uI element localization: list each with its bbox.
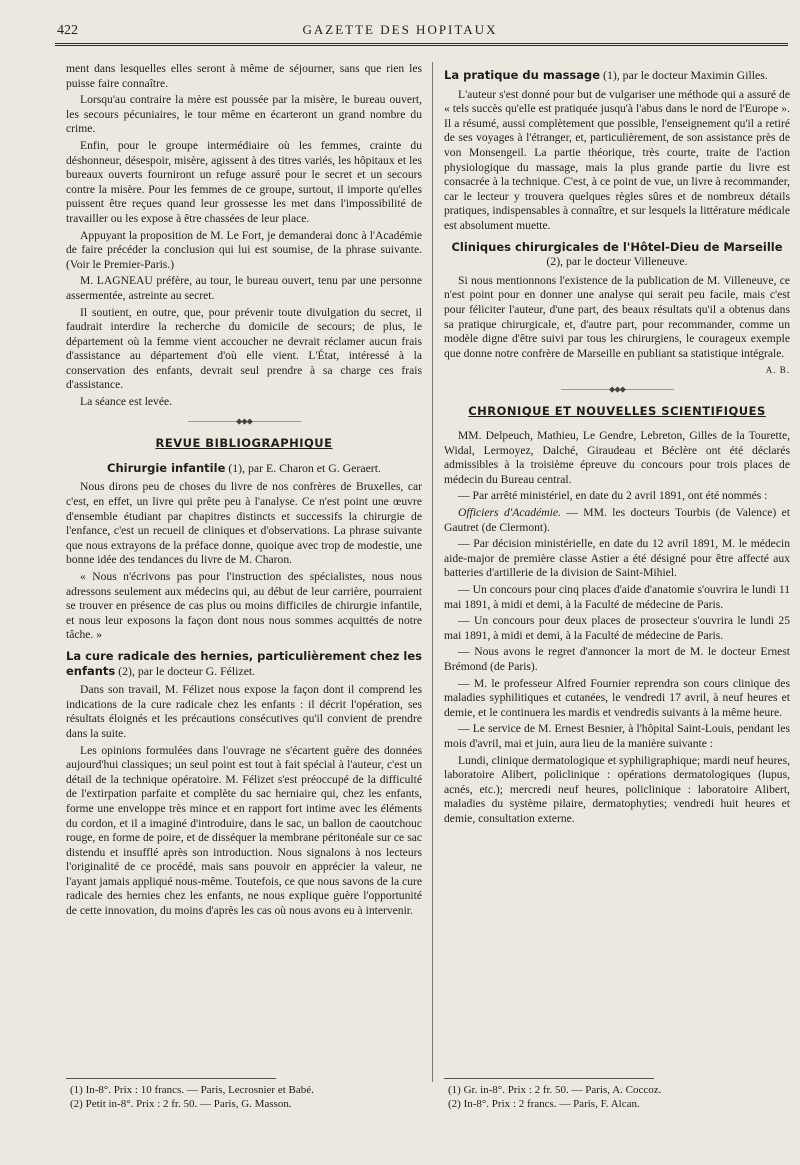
footnote: (2) Petit in-8°. Prix : 2 fr. 50. — Paris, G. Masson. xyxy=(70,1098,292,1110)
paragraph: L'auteur s'est donné pour but de vulgariser une méthode qui a assuré de « tels succès qu'elle est pratiquée jusqu'à l'abus dans le nord de l'Europe ». Il a résumé, aussi complètement que possible, l'enseignement qu'il a retiré de ses voyages à l'étranger, et, particulièrement, de son assistance près de von Monsengeil. La partie théorique, très courte, traite de l'action physiologique du massage, mais la plus grande partie du livre est consacrée à la technique. C'est, à ce point de vue, un livre à recommander, car le lecteur y trouvera quelques règles sûres et de nombreux détails pratiques, indispensables à connaître, et sur lesquels la littérature médicale est absolument muette. xyxy=(444,87,790,232)
footnotes-left xyxy=(66,1078,422,1111)
paragraph: — Nous avons le regret d'annoncer la mort de M. le docteur Ernest Brémond (de Paris). xyxy=(444,645,790,673)
paragraph: MM. Delpeuch, Mathieu, Le Gendre, Lebreton, Gilles de la Tourette, Widal, Lermoyez, Dalché, Giraudeau et Béclère ont été déclarés admissibles à la troisième épreuve du concours pour trois places de médecin du Bureau central. xyxy=(444,429,790,486)
signature: A. B. xyxy=(765,365,790,376)
paragraph: ment dans lesquelles elles seront à même de séjourner, sans que rien les puisse faire connaître. xyxy=(66,62,422,90)
article-title: Chirurgie infantile xyxy=(107,460,226,475)
paragraph: — M. le professeur Alfred Fournier reprendra son cours clinique des maladies syphilitiques et cutanées, le vendredi 17 avril, à neuf heures et demie, et le continuera les mardis et vendredis suivants à la même heure. xyxy=(444,676,790,719)
paragraph: Appuyant la proposition de M. Le Fort, je demanderai donc à l'Académie de faire précéder la conclusion qui lui est soumise, de la phrase suivante. (Voir le Premier-Paris.) xyxy=(66,228,422,271)
footnote: (2) In-8°. Prix : 2 francs. — Paris, F. Alcan. xyxy=(448,1098,640,1110)
article-title: La cure radicale des hernies, particulièrement chez les enfants xyxy=(66,648,422,678)
article-heading xyxy=(444,68,790,83)
page-number: 422 xyxy=(57,23,78,38)
article-title: La pratique du massage xyxy=(444,68,601,82)
running-title: GAZETTE DES HOPITAUX xyxy=(302,22,498,37)
paragraph: — Par arrêté ministériel, en date du 2 avril 1891, ont été nommés : xyxy=(458,489,768,503)
paragraph: — Un concours pour deux places de prosecteur s'ouvrira le lundi 25 mai 1891, à midi et demi, à la Faculté de médecine de Paris. xyxy=(444,614,790,642)
paragraph: Si nous mentionnons l'existence de la publication de M. Villeneuve, ce n'est point pour en donner une analyse qui serait peu facile, mais c'est pour féliciter l'auteur, d'une part, des beaux résultats qu'il a obtenus dans sa pratique chirurgicale, et, d'autre part, pour recommander, comme un modèle digne d'être suivi par tous les chirurgiens, le courageux exemple que donne notre confrère de Marseille en publiant sa statistique intégrale. xyxy=(444,273,790,360)
left-column xyxy=(66,62,422,1015)
section-title-revue: REVUE BIBLIOGRAPHIQUE xyxy=(155,436,333,451)
right-column xyxy=(444,62,790,1015)
article-heading xyxy=(444,240,790,269)
footnote: (1) In-8°. Prix : 10 francs. — Paris, Lecrosnier et Babé. xyxy=(70,1084,314,1096)
paragraph: — Le service de M. Ernest Besnier, à l'hôpital Saint-Louis, pendant les mois d'avril, mai et juin, aura lieu de la manière suivante : xyxy=(444,722,790,750)
ornament-divider: ——————⬥⬥⬥—————— xyxy=(188,415,300,426)
ornament-divider: ——————⬥⬥⬥—————— xyxy=(561,383,673,394)
footnotes-right xyxy=(444,1078,790,1111)
paragraph: Lorsqu'au contraire la mère est poussée par la misère, le bureau ouvert, les secours pécuniaires, le tour même en écarteront un grand nombre du crime. xyxy=(66,93,422,136)
article-byline: (2), par le docteur G. Félizet. xyxy=(115,663,256,678)
paragraph: Il soutient, en outre, que, pour prévenir toute divulgation du secret, il faudrait interdire la recherche du domicile de secours; de plus, le département où la femme vient accoucher ne devrait réclamer aucun frais d'assistance au département d'où elle vient. L'État, intéressé à la conservation des enfants, devrait seul prendre à sa charge ces frais d'assistance. xyxy=(66,305,422,392)
italic-label: Officiers d'Académie. xyxy=(458,506,561,520)
speaker-name: M. LAGNEAU xyxy=(80,274,153,288)
header-rule xyxy=(55,43,788,49)
footnote-rule xyxy=(66,1078,276,1079)
paragraph-text: — MM. les docteurs Tourbis (de Valence) et Gautret (de Clermont). xyxy=(444,506,790,534)
footnote: (1) Gr. in-8°. Prix : 2 fr. 50. — Paris, A. Coccoz. xyxy=(448,1084,662,1096)
paragraph: — Par décision ministérielle, en date du 12 avril 1891, M. le médecin aide-major de première classe Astier a été désigné pour être affecté aux batteries d'artillerie de la division de Saint-Mihiel. xyxy=(444,537,790,580)
column-divider xyxy=(432,62,433,1082)
article-byline: (1), par le docteur Maximin Gilles. xyxy=(600,68,768,82)
article-title: Cliniques chirurgicales de l'Hôtel-Dieu de Marseille xyxy=(451,239,783,254)
paragraph: Lundi, clinique dermatologique et syphiligraphique; mardi neuf heures, laboratoire Alibert, policlinique : opérations dermatologiques (lupus, acnés, etc.); mercredi neuf heures, policlinique : laboratoire Alibert, maladies du système pilaire, dermatophyties; vendredi huit heures et demie, consultation externe. xyxy=(444,753,790,825)
paragraph: Enfin, pour le groupe intermédiaire où les femmes, crainte du déshonneur, désespoir, misère, agissent à des titres variés, les hôpitaux et les bureaux ouverts fourniront un refuge assuré pour le secret et un secours contre la misère. Pour les femmes de ce groupe, surtout, il importe qu'elles puissent être reçues quand leur grossesse les met dans l'impossibilité de travailler ou les expose à être chassées de leur place. xyxy=(66,138,422,225)
paragraph-text: préfère, au tour, le bureau ouvert, tenu par une personne assermentée, astreinte au secret. xyxy=(66,274,422,302)
paragraph xyxy=(66,274,422,303)
footnote-rule xyxy=(444,1078,654,1079)
paragraph: Nous dirons peu de choses du livre de nos confrères de Bruxelles, car c'est, en effet, un livre qui prête peu à l'analyse. Ce n'est point une œuvre d'ensemble étudiant par chapitres distincts et successifs la chirurgie de l'enfance, c'est un recueil de cliniques et d'observations. La phrase suivante que nous extrayons de la préface donne, quoique avec trop de modestie, une bonne idée des tendances du livre de M. Charon. xyxy=(66,480,422,567)
section-title-chronique: CHRONIQUE ET NOUVELLES SCIENTIFIQUES xyxy=(468,404,766,419)
paragraph: La séance est levée. xyxy=(80,395,173,409)
paragraph xyxy=(444,506,790,535)
article-byline: (2), par le docteur Villeneuve. xyxy=(546,254,688,269)
paragraph: — Un concours pour cinq places d'aide d'anatomie s'ouvrira le lundi 11 mai 1891, à midi et demi, à la Faculté de médecine de Paris. xyxy=(444,583,790,611)
paragraph: Dans son travail, M. Félizet nous expose la façon dont il comprend les indications de la cure radicale chez les enfants : il décrit l'opération, ses résultats éloignés et les précautions consécutives qu'il convient de prendre dans la suite. xyxy=(66,683,422,740)
paragraph: « Nous n'écrivons pas pour l'instruction des spécialistes, nous nous adressons seulement aux médecins qui, au début de leur carrière, pourraient se trouver en présence de cas plus ou moins difficiles de chirurgie infantile, et nous leur exposons la façon dont nous nous sommes acquittés de notre tâche. » xyxy=(66,570,422,642)
article-byline: (1), par E. Charon et G. Geraert. xyxy=(225,460,381,475)
article-heading xyxy=(66,649,422,678)
paragraph: Les opinions formulées dans l'ouvrage ne s'écartent guère des données aujourd'hui classiques; un seul point est tout à fait spécial à l'auteur, c'est un détail de la technique opératoire. M. Félizet s'est préoccupé de la difficulté de l'extirpation parfaite et complète du sac herniaire qui, chez les enfants, forme une enveloppe très mince et en rapport fort intime avec les éléments du cordon, et il a imaginé d'introduire, dans le sac, un ballon de caoutchouc rouge, en forme de poire, et de disséquer la membrane péritonéale sur ce sac distendu et insufflé après son introduction. Nous signalons à nos lecteurs l'originalité de ce procédé, mais sans pouvoir en apprécier la valeur, ne l'ayant jamais appliqué nous-même. Toutefois, ce que nous savons de la cure radicale des hernies chez les enfants, ne nous explique guère l'opportunité de cette innovation, du moins d'après les cas où nous avons eu à intervenir. xyxy=(66,743,422,918)
article-heading xyxy=(66,461,422,476)
